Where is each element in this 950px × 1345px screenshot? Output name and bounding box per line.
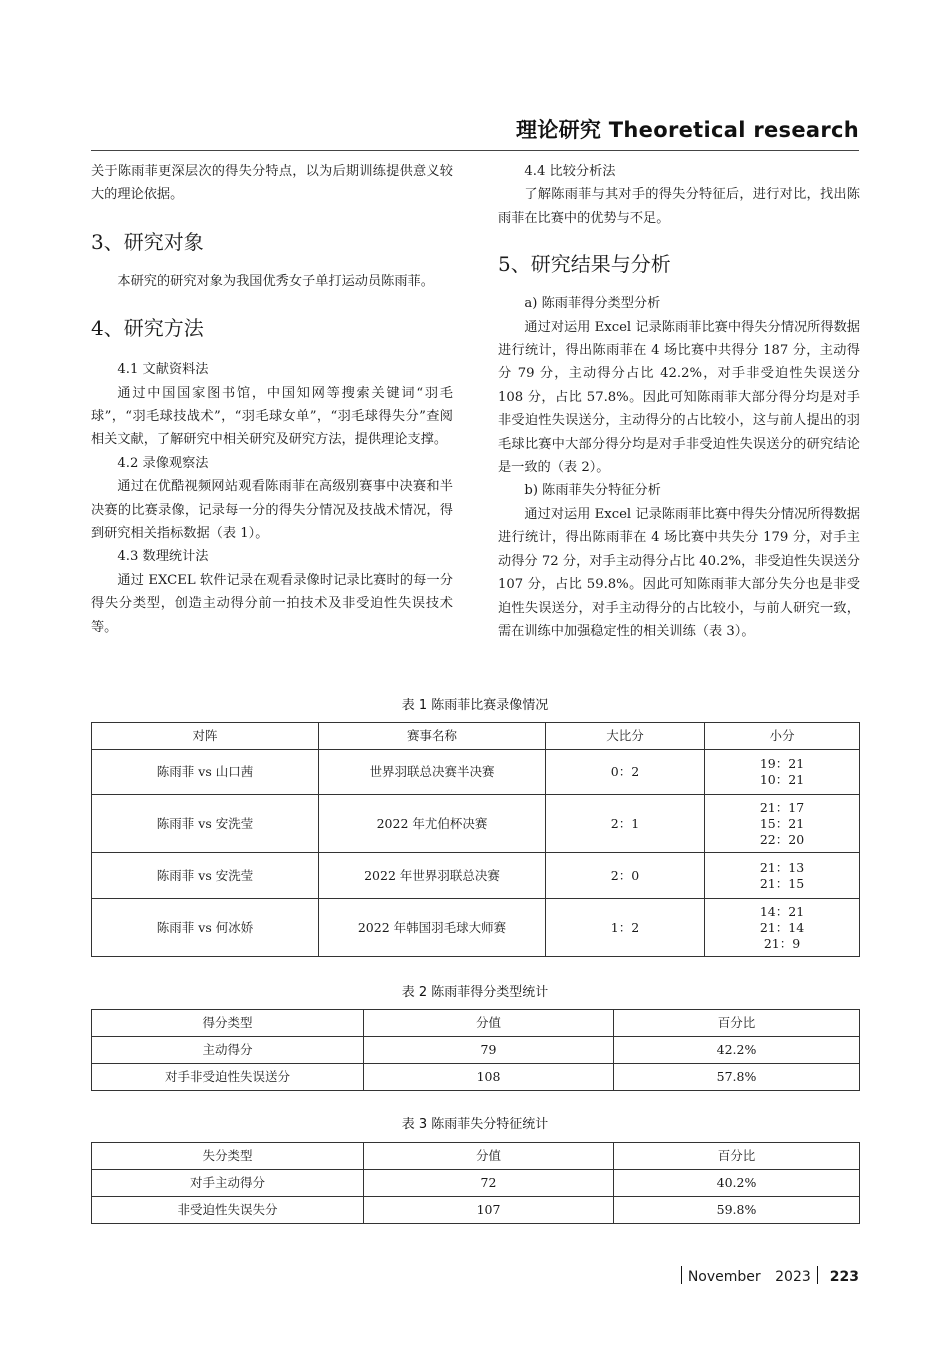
table-1-header-cell: 对阵 [92, 723, 319, 750]
section-3-heading: 3、研究对象 [91, 229, 204, 254]
analysis-a-text: 通过对运用 Excel 记录陈雨菲比赛中得失分情况所得数据进行统计，得出陈雨菲在 4 场比赛中共得分 187 分，主动得分 79 分，主动得分占比 42.2%，对手非受迫性失误送分 108 分，占比 57.8%。因此可知陈雨菲大部分得分均是对手非受迫性失误送分，主动得分的占比较小，这与前人提出的羽毛球比赛中大部分得分均是对手非受迫性失误送分的研究结论是一致的（表 2）。 [498, 319, 860, 476]
table-row [92, 1064, 860, 1091]
percent-cell: 42.2% [614, 1037, 860, 1064]
small-score-cell [705, 899, 860, 957]
points-cell: 79 [364, 1037, 614, 1064]
table-1-header-cell: 小分 [705, 723, 860, 750]
game-score: 21：14 [759, 919, 805, 935]
footer-divider [817, 1266, 818, 1284]
table-3 [91, 1142, 860, 1224]
method-4-2-text: 通过在优酷视频网站观看陈雨菲在高级别赛事中决赛和半决赛的比赛录像，记录每一分的得失分情况及技战术情况，得到研究相关指标数据（表 1）。 [91, 479, 453, 542]
table-1 [91, 722, 860, 957]
analysis-a-title: a) 陈雨菲得分类型分析 [524, 296, 661, 312]
method-4-1-title: 4.1 文献资料法 [117, 362, 209, 378]
score-type-cell: 主动得分 [92, 1037, 364, 1064]
table-row [92, 1197, 860, 1224]
percent-cell: 59.8% [614, 1197, 860, 1224]
footer-month: November [687, 1269, 761, 1285]
table-3-header-row [92, 1143, 860, 1170]
big-score-cell: 2：0 [546, 853, 705, 899]
table-1-header-cell: 赛事名称 [319, 723, 546, 750]
game-score: 10：21 [759, 772, 805, 787]
big-score-cell: 1：2 [546, 899, 705, 957]
table-2 [91, 1009, 860, 1091]
table-1-caption: 表 1 陈雨菲比赛录像情况 [401, 698, 549, 713]
section-4-heading: 4、研究方法 [91, 316, 204, 341]
section-3-text: 本研究的研究对象为我国优秀女子单打运动员陈雨菲。 [117, 273, 434, 289]
game-score: 14：21 [759, 903, 805, 919]
table-2-header-cell: 得分类型 [92, 1010, 364, 1037]
match-cell: 陈雨菲 vs 何冰娇 [92, 899, 319, 957]
small-score-cell [705, 750, 860, 795]
match-cell: 陈雨菲 vs 安洗莹 [92, 853, 319, 899]
intro-paragraph: 关于陈雨菲更深层次的得失分特点，以为后期训练提供意义较大的理论依据。 [91, 164, 453, 203]
table-2-caption: 表 2 陈雨菲得分类型统计 [401, 985, 549, 1000]
method-4-3-title: 4.3 数理统计法 [117, 549, 209, 565]
table-3-header-cell: 失分类型 [92, 1143, 364, 1170]
points-cell: 72 [364, 1170, 614, 1197]
table-2-header-row [92, 1010, 860, 1037]
analysis-b-text: 通过对运用 Excel 记录陈雨菲比赛中得失分情况所得数据进行统计，得出陈雨菲在 4 场比赛中共失分 179 分，对手主动得分 72 分，对手主动得分占比 40.2%，非受迫性失误送分 107 分，占比 59.8%。因此可知陈雨菲大部分失分也是非受迫性失误送分，对手主动得分的占比较小，与前人研究一致，需在训练中加强稳定性的相关训练（表 3）。 [498, 506, 860, 639]
small-score-cell [705, 795, 860, 853]
percent-cell: 57.8% [614, 1064, 860, 1091]
left-column [91, 160, 453, 639]
big-score-cell: 0：2 [546, 750, 705, 795]
table-3-header-cell: 分值 [364, 1143, 614, 1170]
small-score-cell [705, 853, 860, 899]
game-score: 21：9 [763, 935, 801, 951]
right-column [498, 160, 860, 643]
game-score: 21：13 [759, 859, 805, 875]
game-score: 21：17 [759, 799, 805, 815]
game-score: 22：20 [759, 831, 805, 847]
table-row [92, 899, 860, 957]
table-row [92, 795, 860, 853]
event-cell: 2022 年尤伯杯决赛 [319, 795, 546, 853]
running-header-title: 理论研究 Theoretical research [516, 118, 859, 142]
table-2-header-cell: 分值 [364, 1010, 614, 1037]
loss-type-cell: 非受迫性失误失分 [92, 1197, 364, 1224]
method-4-4-text: 了解陈雨菲与其对手的得失分特征后，进行对比，找出陈雨菲在比赛中的优势与不足。 [498, 187, 860, 226]
analysis-b-title: b) 陈雨菲失分特征分析 [524, 483, 661, 499]
method-4-4-title: 4.4 比较分析法 [524, 164, 616, 179]
page-footer [675, 1266, 859, 1285]
table-3-header-cell: 百分比 [614, 1143, 860, 1170]
points-cell: 108 [364, 1064, 614, 1091]
event-cell: 世界羽联总决赛半决赛 [319, 750, 546, 795]
table-2-header-cell: 百分比 [614, 1010, 860, 1037]
method-4-2-title: 4.2 录像观察法 [117, 455, 209, 471]
percent-cell: 40.2% [614, 1170, 860, 1197]
footer-year: 2023 [775, 1269, 811, 1285]
method-4-3-text: 通过 EXCEL 软件记录在观看录像时记录比赛时的每一分得失分类型，创造主动得分前一拍技术及非受迫性失误技术等。 [91, 572, 453, 635]
section-5-heading: 5、研究结果与分析 [498, 252, 671, 277]
loss-type-cell: 对手主动得分 [92, 1170, 364, 1197]
game-score: 19：21 [759, 756, 805, 771]
table-1-header-cell: 大比分 [546, 723, 705, 750]
table-row [92, 1170, 860, 1197]
table-3-caption: 表 3 陈雨菲失分特征统计 [401, 1117, 549, 1132]
event-cell: 2022 年世界羽联总决赛 [319, 853, 546, 899]
game-score: 21：15 [759, 875, 805, 891]
table-1-header-row [92, 723, 860, 750]
event-cell: 2022 年韩国羽毛球大师赛 [319, 899, 546, 957]
footer-divider [681, 1266, 682, 1284]
table-row [92, 853, 860, 899]
big-score-cell: 2：1 [546, 795, 705, 853]
table-row [92, 1037, 860, 1064]
table-row [92, 750, 860, 795]
match-cell: 陈雨菲 vs 山口茜 [92, 750, 319, 795]
page-number: 223 [829, 1269, 859, 1285]
score-type-cell: 对手非受迫性失误送分 [92, 1064, 364, 1091]
match-cell: 陈雨菲 vs 安洗莹 [92, 795, 319, 853]
game-score: 15：21 [759, 815, 805, 831]
method-4-1-text: 通过中国国家图书馆，中国知网等搜索关键词“羽毛球”，“羽毛球技战术”，“羽毛球女单”，“羽毛球得失分”查阅相关文献，了解研究中相关研究及研究方法，提供理论支撑。 [91, 385, 453, 448]
header-rule [91, 150, 859, 151]
points-cell: 107 [364, 1197, 614, 1224]
